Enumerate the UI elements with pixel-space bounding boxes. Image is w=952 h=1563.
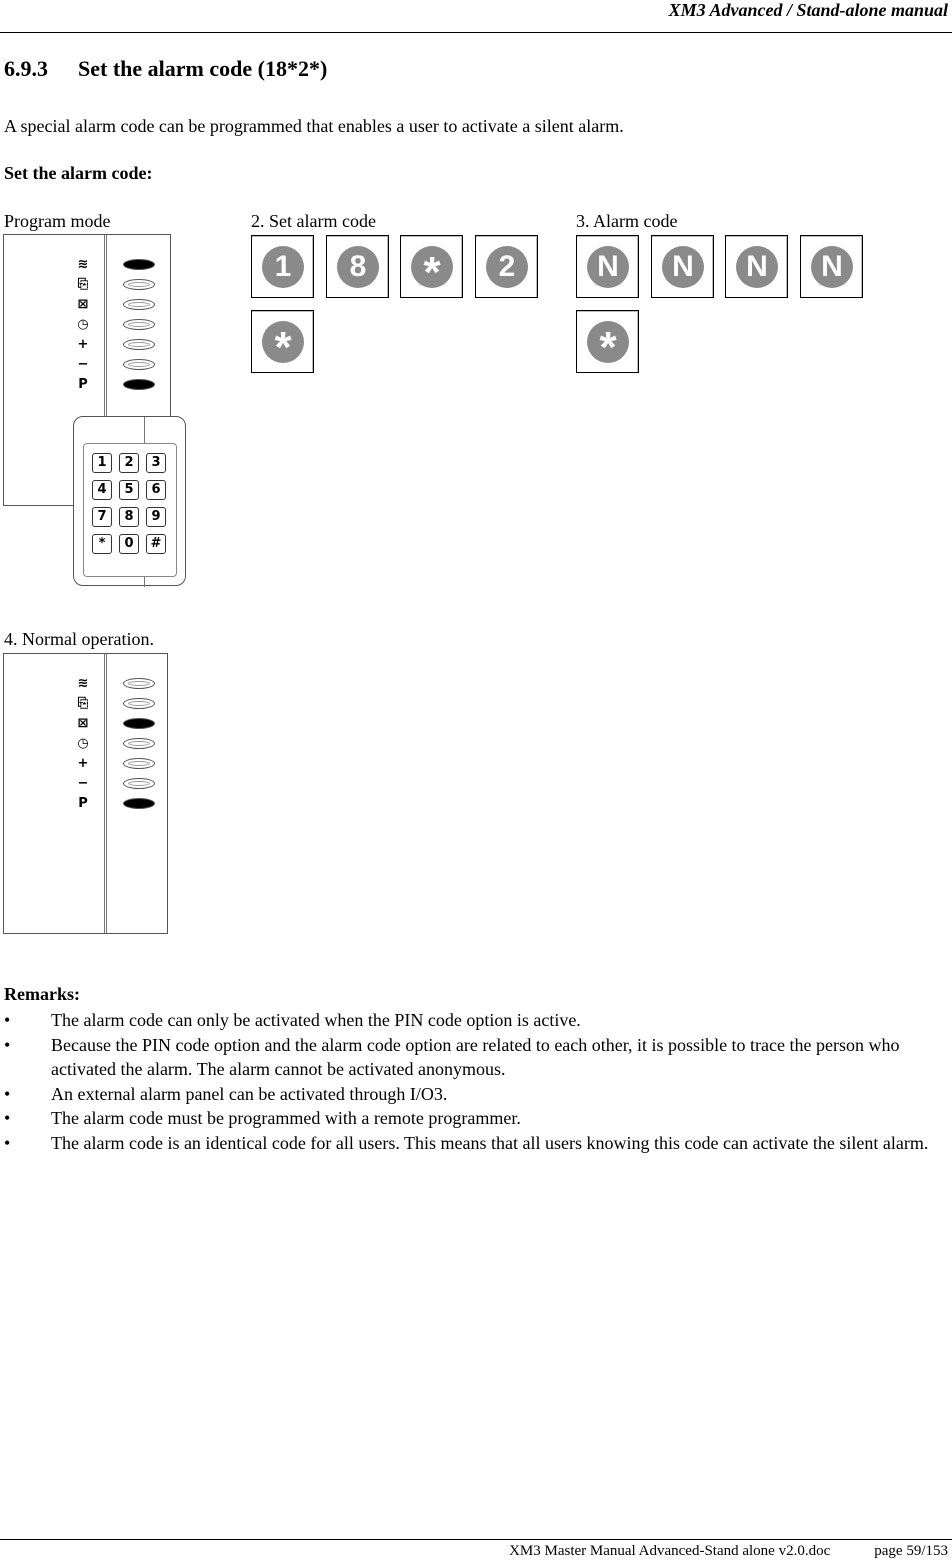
- led-indicator: [123, 299, 155, 310]
- door-icon: ⎘: [77, 277, 89, 292]
- keypad-key: 9: [146, 507, 166, 527]
- led-indicator: [123, 279, 155, 290]
- key-n-1: [576, 235, 639, 298]
- key-8-label: 8: [337, 246, 379, 288]
- key-star-confirm: [251, 310, 314, 373]
- led-indicator: [123, 718, 155, 729]
- key-n-4-label: N: [811, 246, 853, 288]
- led-indicator: [123, 758, 155, 769]
- key-2-label: 2: [486, 246, 528, 288]
- key-1-label: 1: [262, 246, 304, 288]
- step-alarm-code-label: 3. Alarm code: [576, 211, 678, 231]
- step-normal-operation-label: 4. Normal operation.: [4, 629, 154, 649]
- key-n-1-label: N: [587, 246, 629, 288]
- keypad-unit: [73, 416, 186, 586]
- alarm-icon: ⊠: [77, 716, 89, 731]
- led-indicator: [123, 678, 155, 689]
- key-n-2: [651, 235, 714, 298]
- remarks-title: Remarks:: [4, 984, 80, 1004]
- led-indicator: [123, 798, 155, 809]
- minus-icon: −: [77, 776, 89, 791]
- remark-item: • The alarm code is an identical code for all users. This means that all users knowing this code can activate the silent alarm.: [4, 1131, 944, 1156]
- wireless-icon: ≋: [77, 257, 89, 272]
- section-number: 6.9.3: [4, 56, 48, 81]
- door-icon: ⎘: [77, 696, 89, 711]
- keypad-key: 3: [146, 453, 166, 473]
- led-indicator: [123, 379, 155, 390]
- header-rule: [0, 32, 952, 33]
- key-n-3-label: N: [736, 246, 778, 288]
- alarm-icon: ⊠: [77, 297, 89, 312]
- keypad-key: 0: [119, 534, 139, 554]
- footer: [509, 1543, 948, 1560]
- footer-page: page 59/153: [874, 1543, 948, 1559]
- subheading: Set the alarm code:: [4, 163, 153, 183]
- key-1: [251, 235, 314, 298]
- step-set-alarm-code-label: 2. Set alarm code: [251, 211, 376, 231]
- keypad-key: 4: [92, 480, 112, 500]
- keypad-grid: [83, 443, 177, 577]
- reader-normal-operation-leds: [3, 653, 168, 934]
- led-indicator: [123, 339, 155, 350]
- remark-item: • Because the PIN code option and the alarm code option are related to each other, it is possible to trace the person who activated the alarm. The alarm cannot be activated anonymous.: [4, 1033, 944, 1082]
- keypad-key: 5: [119, 480, 139, 500]
- led-indicator: [123, 319, 155, 330]
- step-program-mode-label: Program mode: [4, 211, 111, 231]
- key-2: [475, 235, 538, 298]
- keypad-key: 8: [119, 507, 139, 527]
- key-star-label: *: [411, 246, 453, 288]
- wireless-icon: ≋: [77, 676, 89, 691]
- program-icon: P: [78, 377, 88, 392]
- plus-icon: +: [77, 337, 89, 352]
- key-star-alarm-confirm: [576, 310, 639, 373]
- remark-item: • The alarm code must be programmed with a remote programmer.: [4, 1106, 944, 1131]
- led-indicator: [123, 259, 155, 270]
- keypad-key: 6: [146, 480, 166, 500]
- key-n-4: [800, 235, 863, 298]
- plus-icon: +: [77, 756, 89, 771]
- led-indicator: [123, 359, 155, 370]
- remark-item: • An external alarm panel can be activated through I/O3.: [4, 1082, 944, 1107]
- footer-rule: [0, 1539, 952, 1540]
- keypad-key: *: [92, 534, 112, 554]
- key-n-2-label: N: [662, 246, 704, 288]
- key-star: [400, 235, 463, 298]
- footer-document: XM3 Master Manual Advanced-Stand alone v2.0.doc: [509, 1543, 831, 1559]
- intro-paragraph: A special alarm code can be programmed that enables a user to activate a silent alarm.: [4, 116, 624, 136]
- remarks-list: [4, 1008, 944, 1155]
- program-icon: P: [78, 796, 88, 811]
- keypad-key: #: [146, 534, 166, 554]
- key-star-confirm-label: *: [262, 321, 304, 363]
- clock-icon: ◷: [77, 736, 89, 751]
- keypad-key: 7: [92, 507, 112, 527]
- section-title: Set the alarm code (18*2*): [78, 56, 328, 81]
- minus-icon: −: [77, 357, 89, 372]
- remark-item: • The alarm code can only be activated when the PIN code option is active.: [4, 1008, 944, 1033]
- keypad-key: 1: [92, 453, 112, 473]
- keypad-key: 2: [119, 453, 139, 473]
- key-8: [326, 235, 389, 298]
- key-n-3: [725, 235, 788, 298]
- key-star-alarm-confirm-label: *: [587, 321, 629, 363]
- led-indicator: [123, 778, 155, 789]
- clock-icon: ◷: [77, 317, 89, 332]
- led-indicator: [123, 738, 155, 749]
- section-heading: [4, 56, 327, 82]
- led-indicator: [123, 698, 155, 709]
- header-title: XM3 Advanced / Stand-alone manual: [668, 0, 948, 20]
